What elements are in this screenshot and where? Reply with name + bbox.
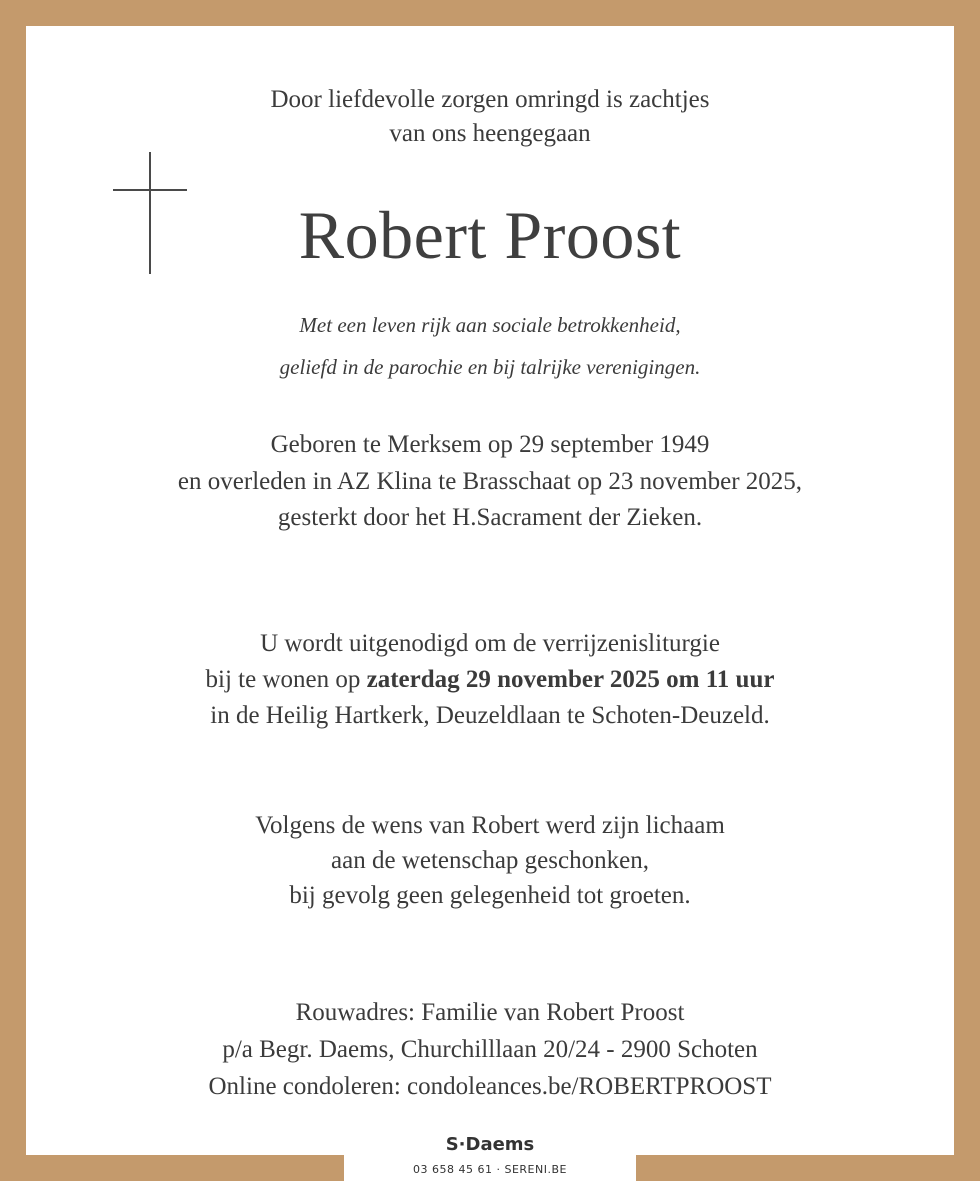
footer-separator: ·: [496, 1163, 501, 1176]
footer-phone: 03 658 45 61: [413, 1163, 493, 1176]
wish-line-3: bij gevolg geen gelegenheid tot groeten.: [289, 882, 691, 909]
tribute-line-1: Met een leven rijk aan sociale betrokkenheid,: [299, 313, 681, 337]
funeral-home-address: p/a Begr. Daems, Churchilllaan 20/24 - 2900 Schoten: [222, 1036, 758, 1063]
deceased-name: Robert Proost: [298, 197, 682, 273]
footer-contact: [344, 1163, 636, 1176]
online-condolence: Online condoleren: condoleances.be/ROBERTPROOST: [208, 1073, 772, 1100]
service-date-time: zaterdag 29 november 2025 om 11 uur: [366, 666, 775, 693]
death-line: en overleden in AZ Klina te Brasschaat op 23 november 2025,: [177, 468, 803, 495]
mourning-address: Rouwadres: Familie van Robert Proost: [295, 999, 685, 1026]
service-line-1: U wordt uitgenodigd om de verrijzenisliturgie: [260, 630, 720, 657]
intro-line-1: Door liefdevolle zorgen omringd is zachtjes: [270, 86, 710, 113]
birth-line: Geboren te Merksem op 29 september 1949: [270, 431, 710, 458]
service-line-2-prefix: bij te wonen op: [205, 666, 367, 693]
footer-website: SERENI.BE: [504, 1163, 567, 1176]
service-line-2: [0, 666, 980, 694]
service-line-3: in de Heilig Hartkerk, Deuzeldlaan te Schoten-Deuzeld.: [210, 702, 770, 729]
intro-line-2: van ons heengegaan: [389, 120, 591, 147]
cross-icon-bar: [113, 189, 187, 191]
sacrament-line: gesterkt door het H.Sacrament der Zieken.: [277, 504, 703, 531]
wish-line-2: aan de wetenschap geschonken,: [331, 847, 649, 874]
wish-line-1: Volgens de wens van Robert werd zijn lichaam: [255, 812, 725, 839]
tribute-line-2: geliefd in de parochie en bij talrijke verenigingen.: [279, 355, 701, 379]
funeral-home-logo: S·Daems: [445, 1134, 535, 1155]
